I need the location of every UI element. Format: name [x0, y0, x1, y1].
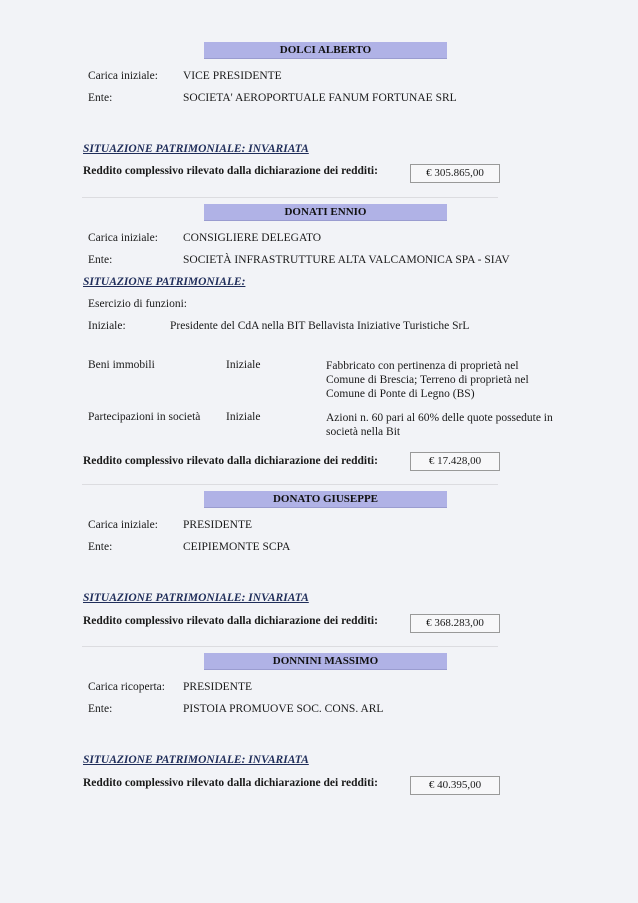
reddito-label: Reddito complessivo rilevato dalla dichiarazione dei redditi:: [83, 615, 378, 627]
role-label: Carica iniziale:: [88, 232, 158, 244]
ente-label: Ente:: [88, 254, 113, 266]
ente-value: PISTOIA PROMUOVE SOC. CONS. ARL: [183, 703, 384, 715]
reddito-value: € 305.865,00: [410, 164, 500, 183]
reddito-value: € 17.428,00: [410, 452, 500, 471]
role-label: Carica iniziale:: [88, 519, 158, 531]
role-value: CONSIGLIERE DELEGATO: [183, 232, 322, 244]
situazione-patrimoniale: SITUAZIONE PATRIMONIALE: INVARIATA: [83, 143, 309, 155]
person-name-header: DONATI ENNIO: [204, 204, 447, 221]
beni-immobili-stato: Iniziale: [226, 359, 261, 371]
beni-immobili-label: Beni immobili: [88, 359, 155, 371]
section-divider: [82, 197, 498, 198]
iniziale-value: Presidente del CdA nella BIT Bellavista Iniziative Turistiche SrL: [170, 320, 470, 332]
ente-label: Ente:: [88, 541, 113, 553]
ente-value: SOCIETA' AEROPORTUALE FANUM FORTUNAE SRL: [183, 92, 457, 104]
beni-immobili-descrizione: Fabbricato con pertinenza di proprietà nel Comune di Brescia; Terreno di proprietà nel Comune di Ponte di Legno (BS): [326, 360, 529, 400]
role-value: PRESIDENTE: [183, 681, 252, 693]
ente-label: Ente:: [88, 92, 113, 104]
person-name-header: DONNINI MASSIMO: [204, 653, 447, 670]
partecipazioni-label: Partecipazioni in società: [88, 411, 201, 423]
section-divider: [82, 646, 498, 647]
person-name-header: DOLCI ALBERTO: [204, 42, 447, 59]
reddito-label: Reddito complessivo rilevato dalla dichiarazione dei redditi:: [83, 777, 378, 789]
situazione-patrimoniale: SITUAZIONE PATRIMONIALE:: [83, 276, 246, 288]
ente-value: CEIPIEMONTE SCPA: [183, 541, 291, 553]
person-name-header: DONATO GIUSEPPE: [204, 491, 447, 508]
role-label: Carica iniziale:: [88, 70, 158, 82]
situazione-patrimoniale: SITUAZIONE PATRIMONIALE: INVARIATA: [83, 592, 309, 604]
role-label: Carica ricoperta:: [88, 681, 165, 693]
partecipazioni-stato: Iniziale: [226, 411, 261, 423]
reddito-value: € 40.395,00: [410, 776, 500, 795]
reddito-label: Reddito complessivo rilevato dalla dichiarazione dei redditi:: [83, 165, 378, 177]
role-value: PRESIDENTE: [183, 519, 252, 531]
iniziale-label: Iniziale:: [88, 320, 126, 332]
ente-value: SOCIETÀ INFRASTRUTTURE ALTA VALCAMONICA SPA - SIAV: [183, 254, 510, 266]
reddito-value: € 368.283,00: [410, 614, 500, 633]
situazione-patrimoniale: SITUAZIONE PATRIMONIALE: INVARIATA: [83, 754, 309, 766]
esercizio-funzioni-label: Esercizio di funzioni:: [88, 298, 187, 310]
ente-label: Ente:: [88, 703, 113, 715]
partecipazioni-descrizione: Azioni n. 60 pari al 60% delle quote possedute in società nella Bit: [326, 412, 553, 438]
reddito-label: Reddito complessivo rilevato dalla dichiarazione dei redditi:: [83, 455, 378, 467]
section-divider: [82, 484, 498, 485]
role-value: VICE PRESIDENTE: [183, 70, 282, 82]
